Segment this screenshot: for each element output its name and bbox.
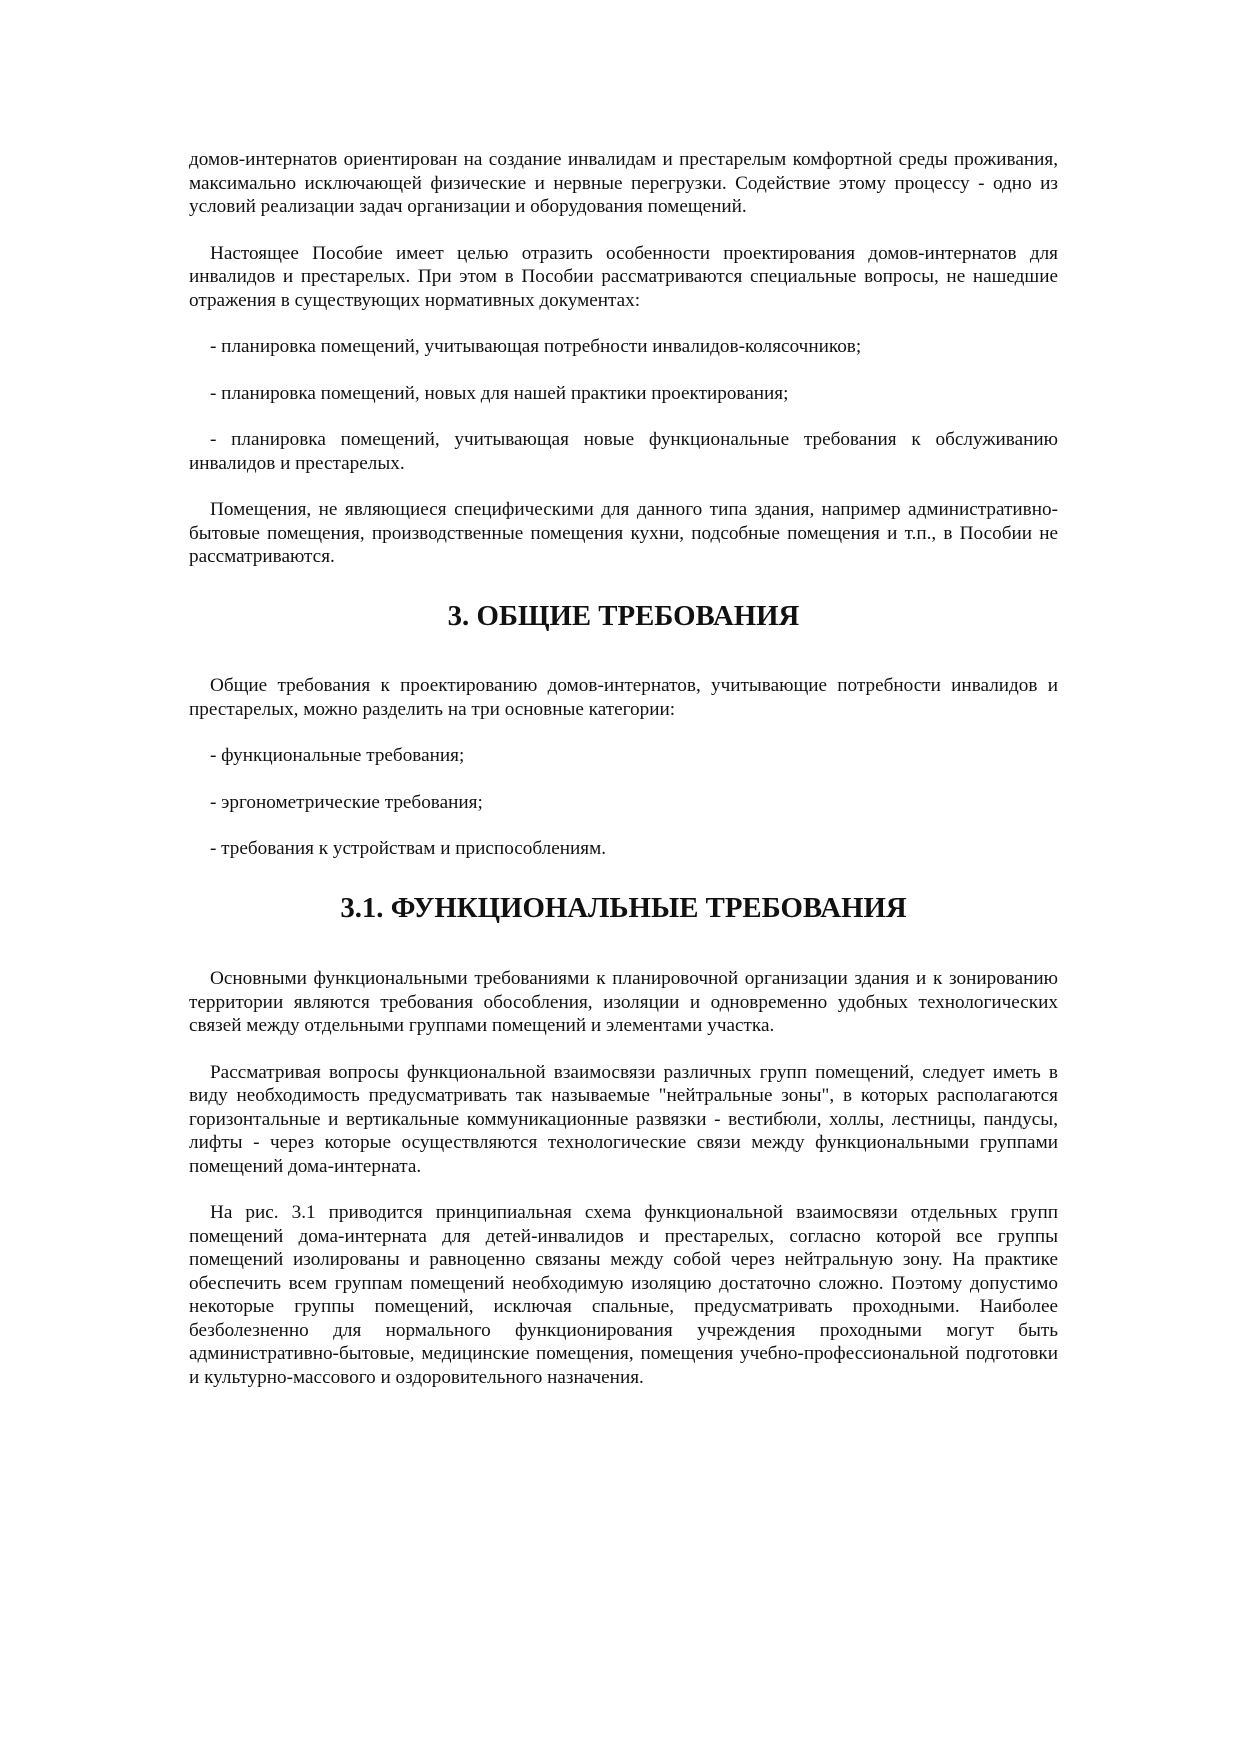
intro-list-item-3: - планировка помещений, учитывающая новые функциональные требования к обслуживанию инвалидов и престарелых. [189,429,1058,474]
intro-paragraph-1: домов-интернатов ориентирован на создание инвалидам и престарелым комфортной среды проживания, максимально исключающей физические и нервные перегрузки. Содействие этому процессу - одно из условий реализации задач организации и оборудования помещений. [189,149,1058,217]
section-3-list-item-1: - функциональные требования; [210,745,465,766]
document-page [189,148,1058,1412]
intro-list-item-1: - планировка помещений, учитывающая потребности инвалидов-колясочников; [210,336,862,357]
section-3-1-paragraph-1: Основными функциональными требованиями к планировочной организации здания и к зонированию территории являются требования обособления, изоляции и одновременно удобных технологических связей между отдельными группами помещений и элементами участка. [189,968,1058,1036]
section-3-intro: Общие требования к проектированию домов-интернатов, учитывающие потребности инвалидов и престарелых, можно разделить на три основные категории: [189,675,1058,720]
section-3-list-item-2: - эргонометрические требования; [210,791,483,813]
section-3-1-paragraph-3: На рис. 3.1 приводится принципиальная схема функциональной взаимосвязи отдельных групп помещений дома-интерната для детей-инвалидов и престарелых, согласно которой все группы помещений изолированы и равноценно связаны между собой через нейтральную зону. На практике обеспечить всем группам помещений необходимую изоляцию достаточно сложно. Поэтому допустимо некоторые группы помещений, исключая спальные, предусматривать проходными. Наиболее безболезненно для нормального функционирования учреждения проходными могут быть административно-бытовые, медицинские помещения, помещения учебно-профессиональной подготовки и культурно-массового и оздоровительного назначения. [189,1202,1058,1388]
intro-paragraph-2: Настоящее Пособие имеет целью отразить особенности проектирования домов-интернатов для инвалидов и престарелых. При этом в Пособии рассматриваются специальные вопросы, не нашедшие отражения в существующих нормативных документах: [189,242,1058,311]
intro-closing-paragraph: Помещения, не являющиеся специфическими для данного типа здания, например административно-бытовые помещения, производственные помещения кухни, подсобные помещения и т.п., в Пособии не рассматриваются. [189,499,1058,567]
section-3-1-heading: 3.1. ФУНКЦИОНАЛЬНЫЕ ТРЕБОВАНИЯ [340,891,907,924]
intro-list-item-2: - планировка помещений, новых для нашей практики проектирования; [210,382,789,404]
section-3-list-item-3: - требования к устройствам и приспособлениям. [210,838,607,859]
section-3-heading: 3. ОБЩИЕ ТРЕБОВАНИЯ [447,599,800,632]
section-3-1-paragraph-2: Рассматривая вопросы функциональной взаимосвязи различных групп помещений, следует иметь в виду необходимость предусматривать так называемые "нейтральные зоны", в которых располагаются горизонтальные и вертикальные коммуникационные развязки - вестибюли, холлы, лестницы, пандусы, лифты - через которые осуществляются технологические связи между функциональными группами помещений дома-интерната. [189,1061,1058,1177]
